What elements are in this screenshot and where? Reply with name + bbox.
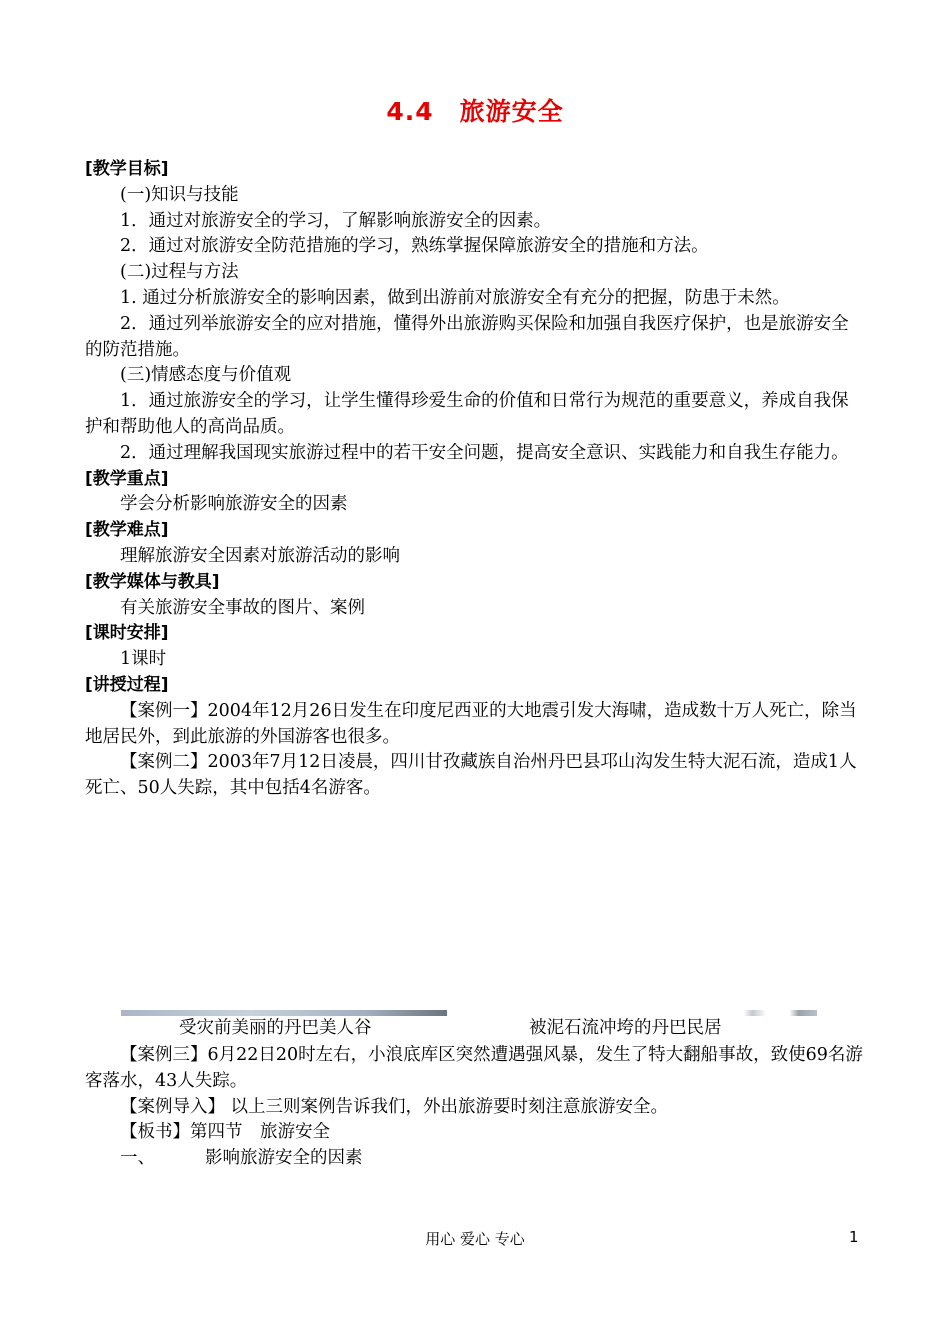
page-number: 1 xyxy=(849,1228,859,1246)
paragraph: 有关旅游安全事故的图片、案例 xyxy=(120,597,365,618)
caption-left: 受灾前美丽的丹巴美人谷 xyxy=(179,1017,372,1038)
paragraph: 2．通过理解我国现实旅游过程中的若干安全问题，提高安全意识、实践能力和自我生存能力。 xyxy=(120,442,849,463)
board-item-number: 一、 xyxy=(120,1148,155,1169)
section-heading-process: [讲授过程] xyxy=(85,674,169,695)
image-captions xyxy=(85,1016,865,1043)
section-heading-media: [教学媒体与教具] xyxy=(85,571,220,592)
page-title: 4.4 旅游安全 xyxy=(386,97,564,126)
case-paragraph: 【案例一】2004年12月26日发生在印度尼西亚的大地震引发大海啸，造成数十万人死亡，除当地居民外，到此旅游的外国游客也很多。 xyxy=(85,700,857,747)
board-item-text: 影响旅游安全的因素 xyxy=(205,1148,363,1169)
image-area xyxy=(85,802,865,1016)
paragraph: 2．通过对旅游安全防范措施的学习，熟练掌握保障旅游安全的措施和方法。 xyxy=(120,236,709,257)
section-heading-schedule: [课时安排] xyxy=(85,623,169,644)
subheading-process: (二)过程与方法 xyxy=(120,262,239,283)
caption-right: 被泥石流冲垮的丹巴民居 xyxy=(529,1017,722,1038)
footer-text: 用心 爱心 专心 xyxy=(425,1230,525,1248)
case-paragraph: 【案例二】2003年7月12日凌晨，四川甘孜藏族自治州丹巴县邛山沟发生特大泥石流，造成1人死亡、50人失踪，其中包括4名游客。 xyxy=(85,752,857,799)
paragraph: 理解旅游安全因素对旅游活动的影响 xyxy=(120,545,400,566)
section-heading-goals: [教学目标] xyxy=(85,159,169,179)
subheading-attitude: (三)情感态度与价值观 xyxy=(120,365,292,386)
paragraph: 学会分析影响旅游安全的因素 xyxy=(120,494,348,515)
section-heading-key: [教学重点] xyxy=(85,468,169,489)
board-heading: 【板书】第四节 旅游安全 xyxy=(120,1122,330,1143)
paragraph: 1. 通过分析旅游安全的影响因素，做到出游前对旅游安全有充分的把握，防患于未然。 xyxy=(120,287,790,308)
section-heading-difficulty: [教学难点] xyxy=(85,520,169,541)
paragraph: 1．通过对旅游安全的学习，了解影响旅游安全的因素。 xyxy=(120,210,552,231)
board-item xyxy=(85,1146,865,1172)
paragraph: 2．通过列举旅游安全的应对措施，懂得外出旅游购买保险和加强自我医疗保护，也是旅游安全的防范措施。 xyxy=(85,313,849,360)
paragraph: 1课时 xyxy=(120,649,167,670)
subheading-knowledge: (一)知识与技能 xyxy=(120,184,239,205)
case-paragraph: 【案例三】6月22日20时左右，小浪底库区突然遭遇强风暴，发生了特大翻船事故，致使69名游客落水，43人失踪。 xyxy=(85,1044,863,1091)
case-intro: 【案例导入】 以上三则案例告诉我们，外出旅游要时刻注意旅游安全。 xyxy=(120,1096,669,1117)
paragraph: 1．通过旅游安全的学习，让学生懂得珍爱生命的价值和日常行为规范的重要意义，养成自我保护和帮助他人的高尚品质。 xyxy=(85,391,849,437)
document-body xyxy=(85,157,865,1172)
